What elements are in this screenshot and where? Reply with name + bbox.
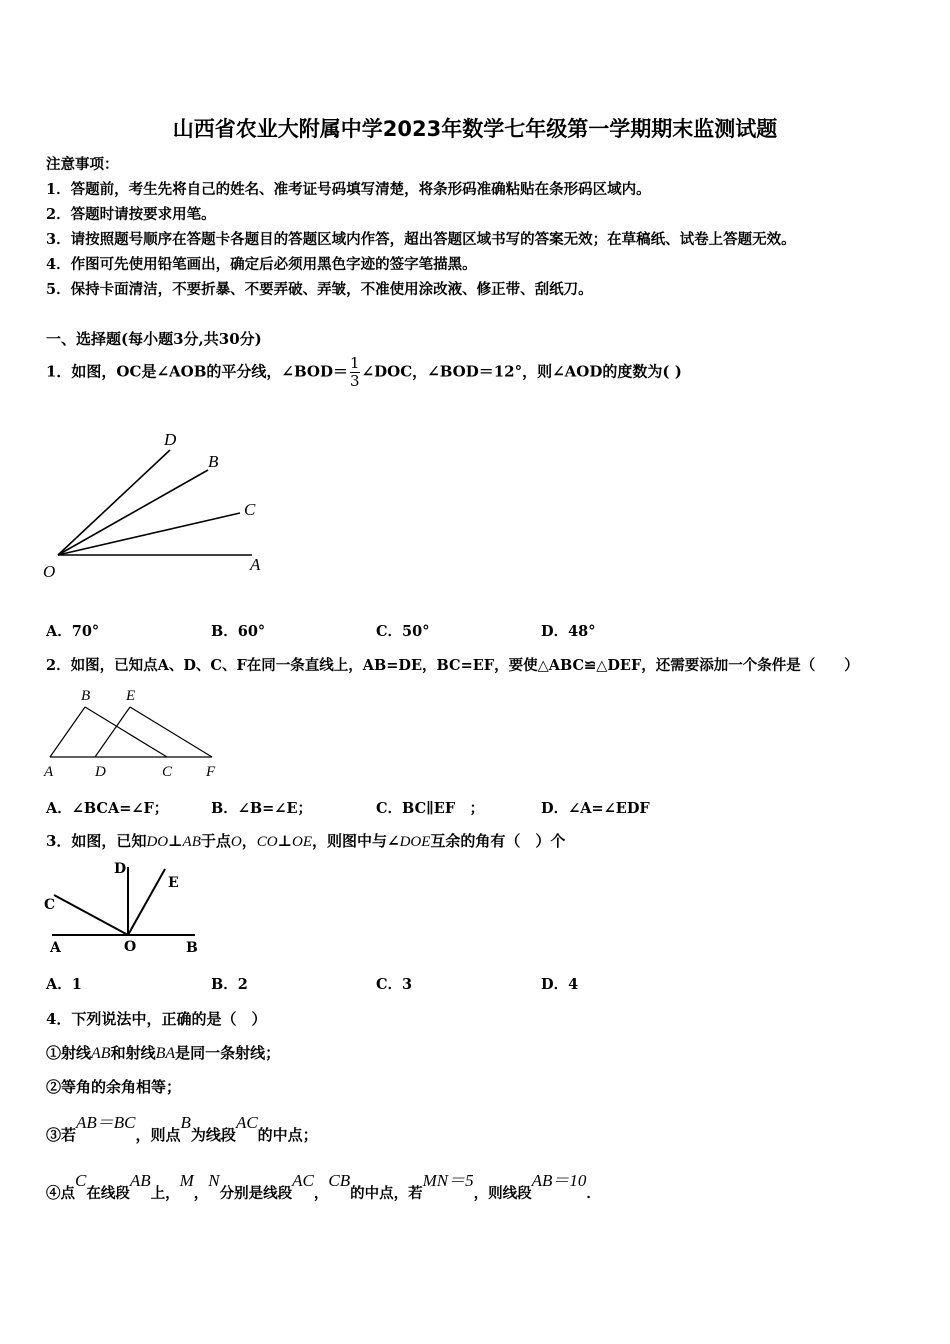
q3-text: 于点	[200, 832, 231, 850]
label-b: B	[81, 688, 91, 704]
q2-option-a[interactable]: A．∠BCA=∠F；	[46, 800, 169, 817]
label-e: E	[126, 688, 136, 704]
label-c: C	[162, 764, 173, 780]
q4-text: 和射线	[110, 1044, 156, 1062]
q2-figure	[40, 685, 230, 785]
q1-text-post: ∠DOC，∠BOD＝12°，则∠AOD的度数为( )	[361, 362, 682, 381]
label-d: D	[164, 430, 177, 449]
math-c: C	[75, 1171, 87, 1190]
segment-ef	[130, 707, 212, 757]
ray-ob	[58, 470, 208, 555]
label-f: F	[206, 764, 216, 780]
ray-oc	[58, 513, 240, 555]
q2-option-c[interactable]: C．BC∥EF ；	[376, 800, 485, 817]
q4-statement-4	[46, 1171, 601, 1203]
page-title: 山西省农业大附属中学2023年数学七年级第一学期期末监测试题	[172, 117, 778, 141]
q3-option-a[interactable]: A．1	[46, 976, 82, 993]
q4-text: 在线段	[86, 1185, 130, 1202]
q4-text: ，	[193, 1185, 209, 1202]
fraction-denominator: 3	[350, 372, 360, 390]
label-o: O	[43, 562, 56, 581]
fraction	[350, 355, 360, 390]
segment-bc	[85, 707, 167, 757]
math-ab: AB	[182, 834, 201, 850]
math-oe: OE	[291, 834, 312, 850]
section-heading: 一、选择题(每小题3分,共30分)	[46, 330, 262, 348]
math-o: O	[230, 834, 242, 850]
q4-text: ，	[313, 1185, 329, 1202]
q1-figure	[40, 425, 280, 585]
q4-text: 的中点，若	[350, 1185, 423, 1202]
math-ac: AC	[292, 1171, 314, 1190]
q4-text: ③若	[46, 1126, 77, 1144]
q4-text: ①射线	[46, 1044, 92, 1062]
math-m: M	[179, 1171, 194, 1190]
segment-de	[95, 707, 130, 757]
q1-option-b[interactable]: B．60°	[211, 623, 266, 640]
q4-text: ．	[586, 1185, 601, 1202]
fraction-numerator: 1	[350, 354, 360, 372]
ray-od	[58, 450, 170, 555]
math-cb: CB	[328, 1171, 351, 1190]
label-a: A	[250, 555, 261, 574]
q4-statement-2: ②等角的余角相等；	[46, 1078, 182, 1096]
q3-text: ⊥	[168, 832, 183, 850]
label-d: D	[95, 764, 106, 780]
q3-text: ⊥	[277, 832, 292, 850]
math-ab: AB	[91, 1045, 111, 1062]
math-ac: AC	[235, 1113, 258, 1132]
q3-text: ，则图中与∠	[311, 832, 400, 850]
math-ab-eq-10: AB＝10	[531, 1171, 587, 1190]
q4-statement-1	[46, 1042, 280, 1063]
question-4: 4．下列说法中，正确的是（ ）	[46, 1010, 267, 1028]
label-c: C	[244, 500, 256, 519]
q4-text: ④点	[46, 1185, 75, 1202]
q4-text: ，则线段	[473, 1185, 532, 1202]
q4-text: 分别是线段	[219, 1185, 293, 1202]
q4-text: 的中点；	[257, 1126, 318, 1144]
notes-heading: 注意事项：	[46, 156, 119, 173]
ray-oe	[128, 869, 165, 935]
note-item: 4．作图可先使用铅笔画出，确定后必须用黑色字迹的签字笔描黑。	[46, 256, 477, 273]
q4-text: 是同一条射线；	[175, 1044, 281, 1062]
segment-ab	[50, 707, 85, 757]
note-item: 2．答题时请按要求用笔。	[46, 206, 216, 223]
q4-text: 为线段	[190, 1126, 236, 1144]
math-doe: DOE	[399, 834, 431, 850]
label-a: A	[44, 764, 54, 780]
math-ab-eq-bc: AB＝BC	[76, 1113, 136, 1132]
q3-option-b[interactable]: B．2	[211, 976, 248, 993]
q4-text: 上，	[150, 1185, 180, 1202]
q3-figure	[40, 855, 210, 965]
math-mn-eq-5: MN＝5	[422, 1171, 474, 1190]
q4-statement-3	[46, 1113, 318, 1145]
label-c: C	[44, 897, 56, 913]
question-1	[46, 355, 682, 390]
ray-oc	[54, 895, 128, 935]
label-a: A	[50, 940, 61, 956]
q3-text: 互余的角有（ ）个	[430, 832, 566, 850]
math-co: CO	[256, 834, 278, 850]
math-b: B	[180, 1113, 191, 1132]
label-o: O	[124, 939, 137, 955]
q3-option-c[interactable]: C．3	[376, 976, 413, 993]
question-3	[46, 830, 565, 851]
q4-text: ，则点	[135, 1126, 181, 1144]
note-item: 1．答题前，考生先将自己的姓名、准考证号码填写清楚，将条形码准确粘贴在条形码区域内。	[46, 181, 651, 198]
label-b: B	[186, 940, 198, 956]
q3-option-d[interactable]: D．4	[541, 976, 579, 993]
note-item: 3．请按照题号顺序在答题卡各题目的答题区域内作答，超出答题区域书写的答案无效；在草稿纸、试卷上答题无效。	[46, 231, 796, 248]
label-e: E	[168, 875, 179, 891]
label-d: D	[114, 861, 127, 877]
q3-text: 3．如图，已知	[46, 832, 147, 850]
math-ba: BA	[155, 1045, 176, 1062]
q2-option-d[interactable]: D．∠A=∠EDF	[541, 800, 650, 817]
math-do: DO	[146, 834, 169, 850]
math-n: N	[208, 1171, 220, 1190]
q3-text: ，	[241, 832, 257, 850]
q1-option-a[interactable]: A．70°	[46, 623, 100, 640]
q1-text-pre: 1．如图，OC是∠AOB的平分线，∠BOD＝	[46, 362, 348, 381]
note-item: 5．保持卡面清洁，不要折暴、不要弄破、弄皱，不准使用涂改液、修正带、刮纸刀。	[46, 281, 593, 298]
q1-option-c[interactable]: C．50°	[376, 623, 430, 640]
q1-option-d[interactable]: D．48°	[541, 623, 596, 640]
q2-option-b[interactable]: B．∠B=∠E；	[211, 800, 313, 817]
math-ab: AB	[129, 1171, 151, 1190]
label-b: B	[208, 452, 219, 471]
question-2: 2．如图，已知点A、D、C、F在同一条直线上，AB=DE，BC=EF，要使△ABC≌△DEF，还需要添加一个条件是（ ）	[46, 657, 859, 674]
